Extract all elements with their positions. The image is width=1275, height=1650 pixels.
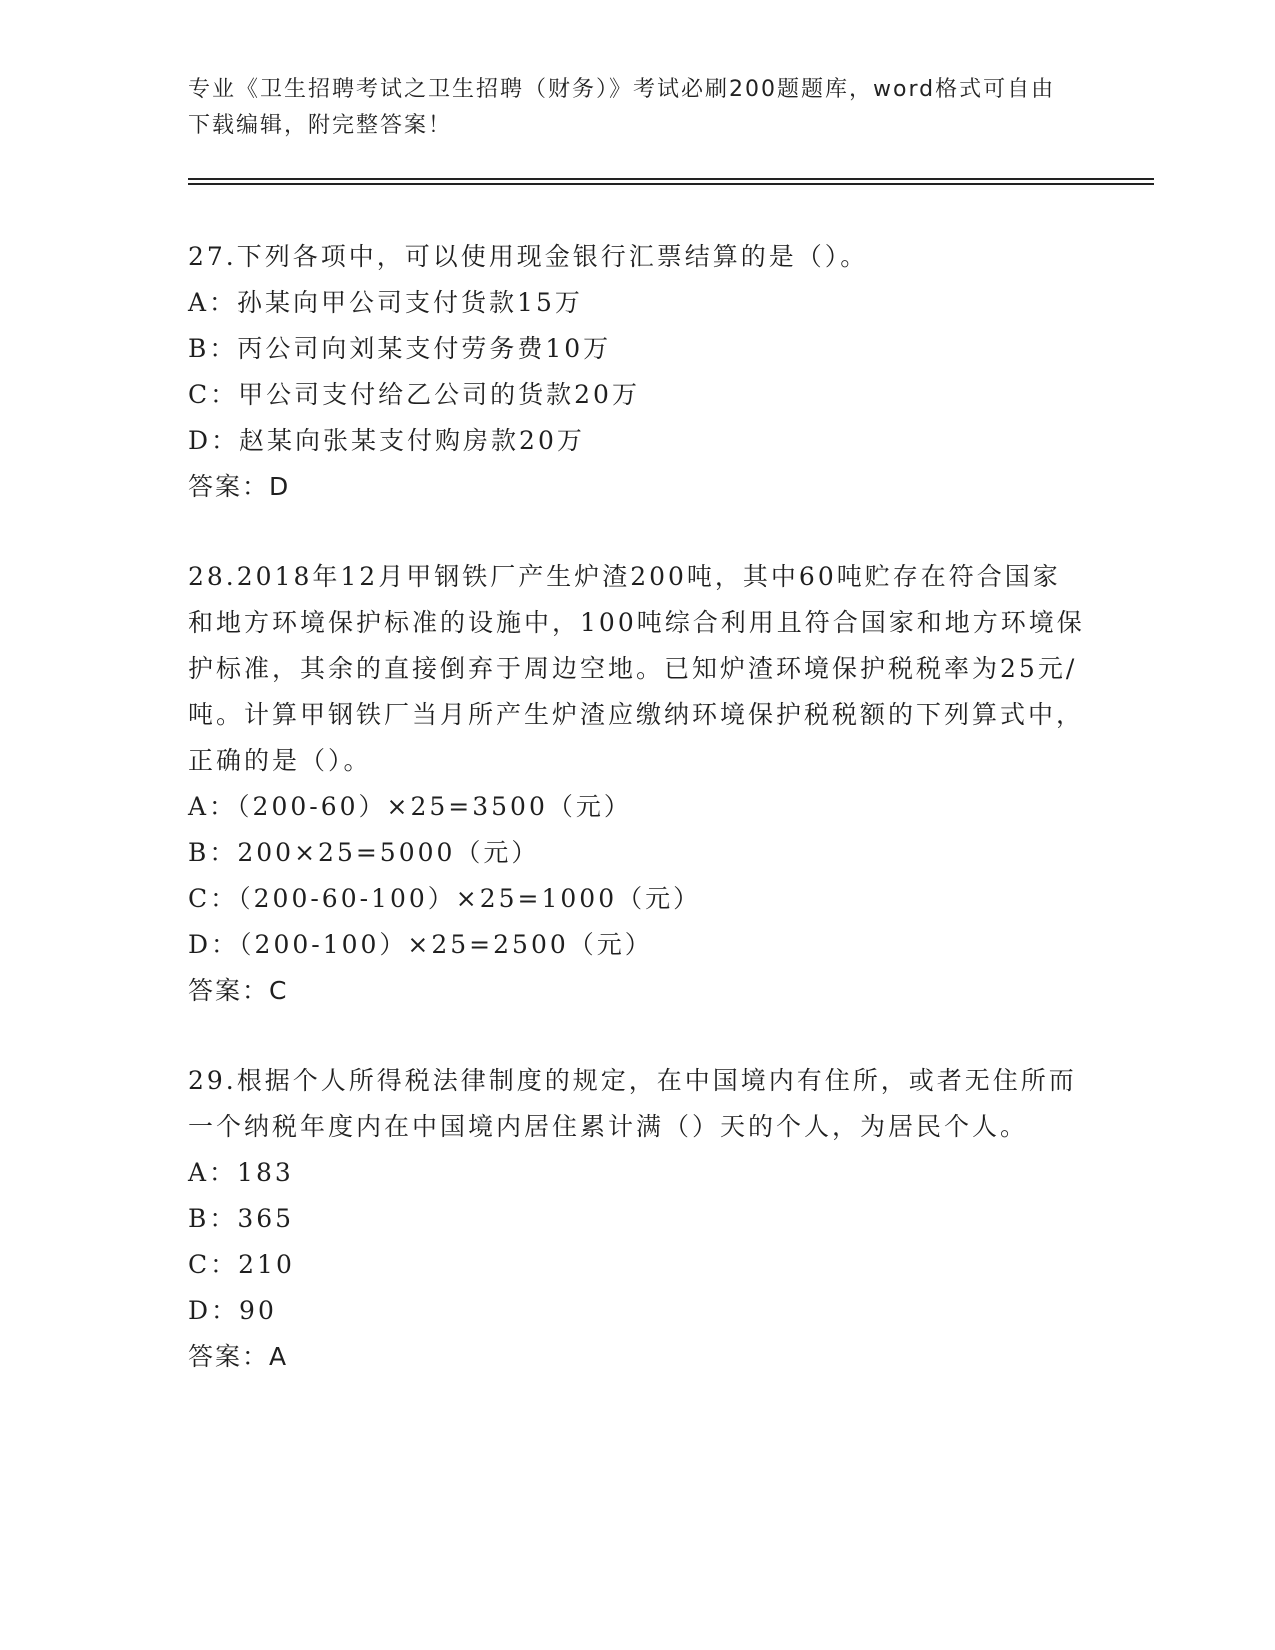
option-d: D：（200-100）×25=2500（元） <box>188 930 653 959</box>
option-c: C：（200-60-100）×25=1000（元） <box>188 884 702 913</box>
question-stem: 27.下列各项中，可以使用现金银行汇票结算的是（）。 <box>188 242 869 271</box>
option-a: A：（200-60）×25=3500（元） <box>188 792 632 821</box>
option-d: D：90 <box>188 1296 277 1325</box>
question-stem: 29.根据个人所得税法律制度的规定，在中国境内有住所，或者无住所而一个纳税年度内在中国境内居住累计满（）天的个人，为居民个人。 <box>188 1066 1077 1141</box>
option-b: B：200×25=5000（元） <box>188 838 540 867</box>
answer: 答案：A <box>188 1342 289 1371</box>
option-d: D：赵某向张某支付购房款20万 <box>188 426 585 455</box>
answer: 答案：C <box>188 976 289 1005</box>
option-c: C：210 <box>188 1250 295 1279</box>
question-29 <box>188 1058 1088 1380</box>
option-b: B：丙公司向刘某支付劳务费10万 <box>188 334 612 363</box>
header-divider-top <box>188 178 1154 180</box>
header-divider-bottom <box>188 183 1154 185</box>
option-c: C：甲公司支付给乙公司的货款20万 <box>188 380 640 409</box>
document-header: 专业《卫生招聘考试之卫生招聘（财务）》考试必刷200题题库，word格式可自由下载编辑，附完整答案！ <box>188 77 1056 138</box>
answer: 答案：D <box>188 472 291 501</box>
question-28 <box>188 554 1088 1014</box>
question-27 <box>188 234 1088 510</box>
option-a: A：孙某向甲公司支付货款15万 <box>188 288 583 317</box>
question-stem: 28.2018年12月甲钢铁厂产生炉渣200吨，其中60吨贮存在符合国家和地方环境保护标准的设施中，100吨综合利用且符合国家和地方环境保护标准，其余的直接倒弃于周边空地。已知炉渣环境保护税税率为25元/吨。计算甲钢铁厂当月所产生炉渣应缴纳环境保护税税额的下列算式中，正确的是（）。 <box>188 562 1085 775</box>
option-a: A：183 <box>188 1158 294 1187</box>
option-b: B：365 <box>188 1204 295 1233</box>
